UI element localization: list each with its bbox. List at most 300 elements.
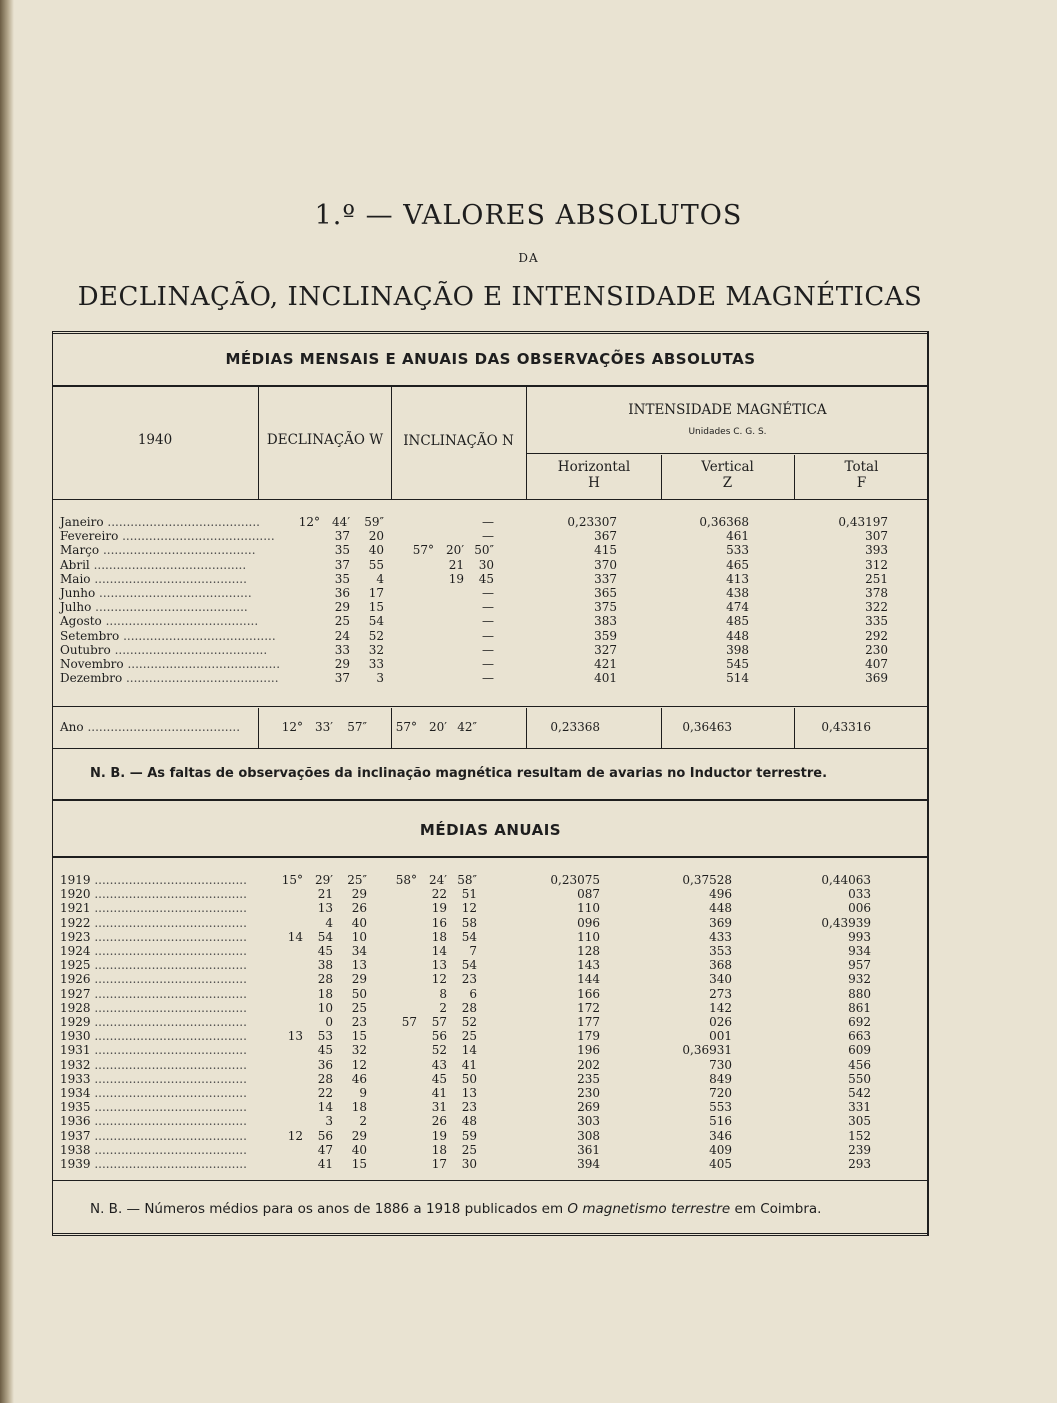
cell-d1 — [263, 1114, 303, 1128]
cell-d1 — [263, 944, 303, 958]
cell-d3: 10 — [351, 929, 367, 944]
cell-d3: 59″ — [364, 515, 385, 529]
leader-dots: ........................................ — [90, 1114, 247, 1129]
cell-i3: 58 — [461, 915, 477, 930]
cell-d3: 40 — [351, 915, 367, 930]
row-label-text: 1928 — [60, 1000, 91, 1015]
cell-h: 166 — [577, 986, 600, 1001]
row-label-text: 1920 — [60, 887, 91, 902]
cell-d1 — [280, 657, 320, 671]
cell-z: 346 — [709, 1128, 732, 1143]
row-label — [58, 572, 280, 586]
cell-d2: 18 — [317, 986, 333, 1001]
cell-d2: 28 — [317, 1071, 333, 1086]
cell-z: 438 — [726, 586, 750, 601]
row-label-text: 1924 — [60, 944, 91, 959]
cell-f: 542 — [848, 1086, 871, 1101]
cell-i3: — — [482, 671, 495, 686]
cell-d3: 15 — [351, 1029, 367, 1044]
monthly-table — [58, 515, 888, 685]
row-label — [58, 543, 280, 557]
cell-h: 110 — [577, 929, 600, 944]
row-label — [58, 1058, 263, 1072]
cell-f: 934 — [848, 944, 871, 959]
cell-d2: 22 — [317, 1086, 333, 1101]
cell-i3: 12 — [461, 901, 477, 916]
row-label — [58, 1114, 263, 1128]
cell-f: 335 — [865, 614, 889, 629]
cell-d3: 40 — [351, 1142, 367, 1157]
cell-i3: 25 — [461, 1029, 477, 1044]
table-frame — [52, 331, 929, 1236]
cell-d3: 50 — [351, 986, 367, 1001]
leader-dots: ........................................ — [90, 887, 247, 902]
cell-h: 087 — [577, 887, 600, 902]
cell-z: 496 — [709, 887, 732, 902]
cell-i3: 42″ — [457, 720, 477, 734]
row-label — [58, 972, 263, 986]
row-label-text: 1926 — [60, 972, 91, 987]
cell-d2: 37 — [334, 529, 351, 544]
cell-z: 545 — [726, 657, 750, 672]
cell-h: 128 — [577, 944, 600, 959]
cell-i1 — [367, 1001, 417, 1015]
row-label — [58, 671, 280, 685]
row-label-text: Agosto — [60, 614, 102, 629]
cell-d2: 35 — [334, 543, 351, 558]
cell-h: 0,23307 — [567, 515, 618, 529]
cell-i1 — [384, 600, 434, 614]
cell-f: 322 — [865, 600, 889, 615]
row-label-text: Janeiro — [60, 515, 104, 529]
cell-i2: 13 — [431, 958, 447, 973]
leader-dots: ........................................ — [122, 671, 279, 686]
cell-d2: 14 — [317, 1100, 333, 1115]
annual-row — [58, 1086, 871, 1100]
cell-i1 — [367, 972, 417, 986]
cell-i3: 54 — [461, 958, 477, 973]
cell-h: 383 — [594, 614, 618, 629]
cell-z: 0,36463 — [682, 720, 732, 734]
cell-d3: 18 — [351, 1100, 367, 1115]
row-label-text: Outubro — [60, 642, 111, 657]
leader-dots: ........................................ — [90, 972, 247, 987]
row-label — [58, 930, 263, 944]
cell-z: 849 — [709, 1071, 732, 1086]
cell-i1 — [367, 1043, 417, 1057]
cell-h: 177 — [577, 1015, 600, 1030]
row-label — [58, 944, 263, 958]
cell-d3: 32 — [368, 642, 385, 657]
cell-d1 — [280, 643, 320, 657]
cell-i1 — [367, 930, 417, 944]
cell-z: 001 — [709, 1029, 732, 1044]
cell-i3: 41 — [461, 1057, 477, 1072]
monthly-row — [58, 586, 888, 600]
row-label-text: 1927 — [60, 986, 91, 1001]
cell-i2 — [434, 614, 464, 628]
leader-dots: ........................................ — [95, 586, 252, 601]
cell-z: 433 — [709, 929, 732, 944]
cell-h: 303 — [577, 1114, 600, 1129]
cell-h: 327 — [594, 642, 618, 657]
cell-i2: 18 — [431, 1142, 447, 1157]
cell-f: 0,43939 — [821, 915, 871, 930]
monthly-row — [58, 657, 888, 671]
row-label — [58, 1143, 263, 1157]
cell-d1: 12° — [281, 720, 303, 734]
cell-i2 — [434, 586, 464, 600]
cell-i3: 59 — [461, 1128, 477, 1143]
cell-i3: 23 — [461, 1100, 477, 1115]
row-label — [58, 643, 280, 657]
annual-row — [58, 901, 871, 915]
cell-z: 026 — [709, 1015, 732, 1030]
cell-z: 730 — [709, 1057, 732, 1072]
cell-d1: 14 — [287, 929, 303, 944]
section-annual-title: MÉDIAS ANUAIS — [419, 821, 562, 839]
leader-dots: ........................................ — [118, 529, 275, 544]
cell-d2: 33′ — [315, 720, 333, 734]
row-label-text: Março — [60, 543, 100, 558]
cell-d2: 35 — [334, 571, 351, 586]
cell-h: 394 — [577, 1157, 600, 1172]
cell-d1 — [263, 1143, 303, 1157]
cell-i2: 52 — [431, 1043, 447, 1058]
cell-f: 307 — [865, 529, 889, 544]
cell-h: 269 — [577, 1100, 600, 1115]
cell-d2: 25 — [334, 614, 351, 629]
cell-z: 142 — [709, 1000, 732, 1015]
header-vertical-symbol: Z — [722, 475, 733, 491]
leader-dots: ........................................ — [90, 958, 247, 973]
cell-i2 — [434, 643, 464, 657]
cell-h: 367 — [594, 529, 618, 544]
cell-d1 — [263, 1157, 303, 1171]
cell-i3: — — [482, 586, 495, 601]
cell-z: 340 — [709, 972, 732, 987]
cell-d2: 41 — [317, 1157, 333, 1172]
cell-f: 932 — [848, 972, 871, 987]
cell-i3: — — [482, 628, 495, 643]
cell-i2: 19 — [431, 901, 447, 916]
cell-i2: 17 — [431, 1157, 447, 1172]
cell-h: 230 — [577, 1086, 600, 1101]
annual-mean-table — [58, 720, 871, 734]
cell-i3: 30 — [461, 1157, 477, 1172]
cell-h: 308 — [577, 1128, 600, 1143]
cell-d2: 29 — [334, 600, 351, 615]
cell-i2: 12 — [431, 972, 447, 987]
cell-i3: 13 — [461, 1086, 477, 1101]
cell-i2: 14 — [431, 944, 447, 959]
cell-i1 — [367, 958, 417, 972]
cell-d3: 26 — [351, 901, 367, 916]
cell-i3: — — [482, 657, 495, 672]
cell-d1 — [280, 614, 320, 628]
cell-d1 — [280, 558, 320, 572]
cell-d1 — [280, 671, 320, 685]
cell-d3: 4 — [376, 571, 385, 586]
leader-dots: ........................................ — [90, 1015, 247, 1030]
row-label-text: 1932 — [60, 1057, 91, 1072]
cell-f: 456 — [848, 1057, 871, 1072]
cell-z: 353 — [709, 944, 732, 959]
cell-h: 415 — [594, 543, 618, 558]
cell-d2: 33 — [334, 642, 351, 657]
cell-i1 — [367, 1029, 417, 1043]
row-label-text: Maio — [60, 571, 91, 586]
section-monthly-title: MÉDIAS MENSAIS E ANUAIS DAS OBSERVAÇÕES ABSOLUTAS — [225, 350, 756, 368]
cell-d2: 56 — [317, 1128, 333, 1143]
cell-d1 — [263, 916, 303, 930]
leader-dots: ........................................ — [99, 543, 256, 558]
cell-z: 398 — [726, 642, 750, 657]
cell-d2: 44′ — [332, 515, 351, 529]
row-label — [58, 1072, 263, 1086]
cell-d2: 37 — [334, 557, 351, 572]
cell-i1 — [367, 901, 417, 915]
row-label-text: Ano — [60, 720, 84, 734]
cell-h: 143 — [577, 958, 600, 973]
cell-i1 — [367, 1129, 417, 1143]
cell-z: 0,36931 — [682, 1043, 732, 1058]
leader-dots: ........................................ — [90, 1043, 247, 1058]
cell-d3: 23 — [351, 1015, 367, 1030]
cell-i2: 45 — [431, 1071, 447, 1086]
cell-i2: 24′ — [429, 873, 447, 887]
cell-d3: 9 — [359, 1086, 367, 1101]
leader-dots: ........................................ — [90, 986, 247, 1001]
cell-d1 — [280, 572, 320, 586]
row-label-text: 1934 — [60, 1086, 91, 1101]
cell-i1 — [367, 1143, 417, 1157]
monthly-row — [58, 600, 888, 614]
row-label-text: 1935 — [60, 1100, 91, 1115]
leader-dots: ........................................ — [90, 915, 247, 930]
cell-i1 — [384, 629, 434, 643]
cell-h: 096 — [577, 915, 600, 930]
row-label-text: Julho — [60, 600, 92, 615]
cell-i1 — [384, 643, 434, 657]
header-vertical-label: Vertical — [701, 459, 754, 475]
row-label — [58, 916, 263, 930]
page-subtitle: DECLINAÇÃO, INCLINAÇÃO E INTENSIDADE MAGNÉTICAS — [77, 282, 923, 312]
cell-i2: 2 — [439, 1000, 447, 1015]
cell-f: 331 — [848, 1100, 871, 1115]
cell-i1 — [367, 1058, 417, 1072]
cell-d1 — [263, 901, 303, 915]
cell-z: 533 — [726, 543, 750, 558]
cell-d2: 3 — [325, 1114, 333, 1129]
cell-i3: 48 — [461, 1114, 477, 1129]
cell-d3: 25″ — [347, 873, 367, 887]
cell-f: 239 — [848, 1142, 871, 1157]
cell-h: 0,23368 — [550, 720, 600, 734]
cell-i1: 57 — [401, 1015, 417, 1030]
cell-d3: 33 — [368, 657, 385, 672]
cell-d2: 28 — [317, 972, 333, 987]
leader-dots: ........................................ — [101, 614, 259, 629]
cell-f: 230 — [865, 642, 889, 657]
cell-h: 172 — [577, 1000, 600, 1015]
cell-d2: 45 — [317, 944, 333, 959]
annual-row — [58, 1029, 871, 1043]
cell-d3: 46 — [351, 1071, 367, 1086]
cell-d2: 29′ — [315, 873, 333, 887]
header-total-symbol: F — [856, 475, 867, 491]
cell-d3: 15 — [368, 600, 385, 615]
cell-d3: 52 — [368, 628, 385, 643]
cell-i1 — [384, 586, 434, 600]
cell-d2: 36 — [334, 586, 351, 601]
leader-dots: ........................................ — [89, 557, 247, 572]
cell-i1: 57° — [412, 543, 435, 558]
cell-d3: 29 — [351, 1128, 367, 1143]
cell-i2: 19 — [448, 571, 465, 586]
cell-f: 033 — [848, 887, 871, 902]
cell-z: 0,37528 — [682, 873, 732, 887]
annual-row — [58, 944, 871, 958]
row-label — [58, 987, 263, 1001]
cell-i2: 21 — [448, 557, 465, 572]
annual-row — [58, 930, 871, 944]
monthly-row — [58, 614, 888, 628]
cell-d1 — [280, 586, 320, 600]
cell-i1 — [367, 987, 417, 1001]
header-year: 1940 — [137, 432, 173, 448]
cell-d3: 55 — [368, 557, 385, 572]
cell-h: 110 — [577, 901, 600, 916]
cell-i1 — [384, 614, 434, 628]
cell-z: 413 — [726, 571, 750, 586]
cell-i3: — — [482, 515, 495, 529]
row-label — [58, 629, 280, 643]
cell-i2 — [434, 671, 464, 685]
cell-i3: 52 — [461, 1015, 477, 1030]
header-total — [794, 459, 929, 491]
cell-d3: 20 — [368, 529, 385, 544]
header-unidades: Unidades C. G. S. — [688, 427, 767, 437]
cell-d3: 2 — [359, 1114, 367, 1129]
cell-f: 378 — [865, 586, 889, 601]
cell-i1 — [367, 944, 417, 958]
annual-row — [58, 1143, 871, 1157]
annual-row — [58, 1001, 871, 1015]
header-declinacao: DECLINAÇÃO W — [266, 432, 384, 448]
cell-f: 393 — [865, 543, 889, 558]
row-label-text: 1921 — [60, 901, 91, 916]
cell-i2 — [434, 629, 464, 643]
cell-h: 202 — [577, 1057, 600, 1072]
cell-d3: 54 — [368, 614, 385, 629]
cell-d1 — [263, 1086, 303, 1100]
cell-i2: 22 — [431, 887, 447, 902]
cell-i1 — [384, 529, 434, 543]
header-horizontal-symbol: H — [588, 475, 600, 491]
row-label — [58, 1015, 263, 1029]
cell-d3: 57″ — [347, 720, 367, 734]
cell-i2: 8 — [439, 986, 447, 1001]
row-label — [58, 657, 280, 671]
cell-d3: 13 — [351, 958, 367, 973]
cell-z: 405 — [709, 1157, 732, 1172]
cell-f: 006 — [848, 901, 871, 916]
row-label — [58, 1086, 263, 1100]
cell-d1 — [263, 958, 303, 972]
cell-d2: 4 — [325, 915, 333, 930]
cell-z: 448 — [709, 901, 732, 916]
cell-d2: 10 — [317, 1000, 333, 1015]
row-label-text: 1939 — [60, 1157, 91, 1172]
cell-h: 361 — [577, 1142, 600, 1157]
cell-f: 0,43316 — [821, 720, 871, 734]
row-label — [58, 720, 263, 734]
cell-i3: 30 — [478, 557, 495, 572]
cell-f: 692 — [848, 1015, 871, 1030]
annual-row — [58, 916, 871, 930]
leader-dots: ........................................ — [90, 1157, 247, 1172]
cell-h: 359 — [594, 628, 618, 643]
cell-z: 474 — [726, 600, 750, 615]
cell-d2: 21 — [317, 887, 333, 902]
row-label — [58, 586, 280, 600]
leader-dots: ........................................ — [119, 628, 276, 643]
cell-d1 — [263, 1072, 303, 1086]
row-label — [58, 529, 280, 543]
cell-i3: 23 — [461, 972, 477, 987]
page-title: 1.º — VALORES ABSOLUTOS — [314, 200, 743, 231]
leader-dots: ........................................ — [90, 1086, 247, 1101]
cell-d3: 34 — [351, 944, 367, 959]
cell-h: 179 — [577, 1029, 600, 1044]
cell-i1 — [367, 1114, 417, 1128]
cell-i3: 7 — [469, 944, 477, 959]
monthly-row — [58, 558, 888, 572]
cell-i2: 43 — [431, 1057, 447, 1072]
leader-dots: ........................................ — [90, 1100, 247, 1115]
cell-i2: 18 — [431, 929, 447, 944]
cell-d1 — [263, 1043, 303, 1057]
cell-d1: 12 — [287, 1128, 303, 1143]
cell-z: 368 — [709, 958, 732, 973]
leader-dots: ........................................ — [90, 1128, 247, 1143]
row-label — [58, 1001, 263, 1015]
cell-d3: 15 — [351, 1157, 367, 1172]
cell-i2: 31 — [431, 1100, 447, 1115]
note-publications-suffix: em Coimbra. — [730, 1201, 822, 1217]
leader-dots: ........................................ — [103, 515, 260, 529]
cell-h: 421 — [594, 657, 618, 672]
monthly-row — [58, 572, 888, 586]
cell-d3: 17 — [368, 586, 385, 601]
row-label — [58, 600, 280, 614]
cell-i2: 56 — [431, 1029, 447, 1044]
header-vertical — [661, 459, 794, 491]
cell-i3: — — [482, 600, 495, 615]
row-label — [58, 873, 263, 887]
row-label — [58, 1100, 263, 1114]
leader-dots: ........................................ — [91, 600, 248, 615]
leader-dots: ........................................ — [90, 571, 247, 586]
leader-dots: ........................................ — [90, 873, 247, 887]
annual-row — [58, 972, 871, 986]
cell-d1: 15° — [281, 873, 303, 887]
cell-f: 861 — [848, 1000, 871, 1015]
header-total-label: Total — [844, 459, 879, 475]
cell-i1 — [384, 558, 434, 572]
cell-i3: 50 — [461, 1071, 477, 1086]
